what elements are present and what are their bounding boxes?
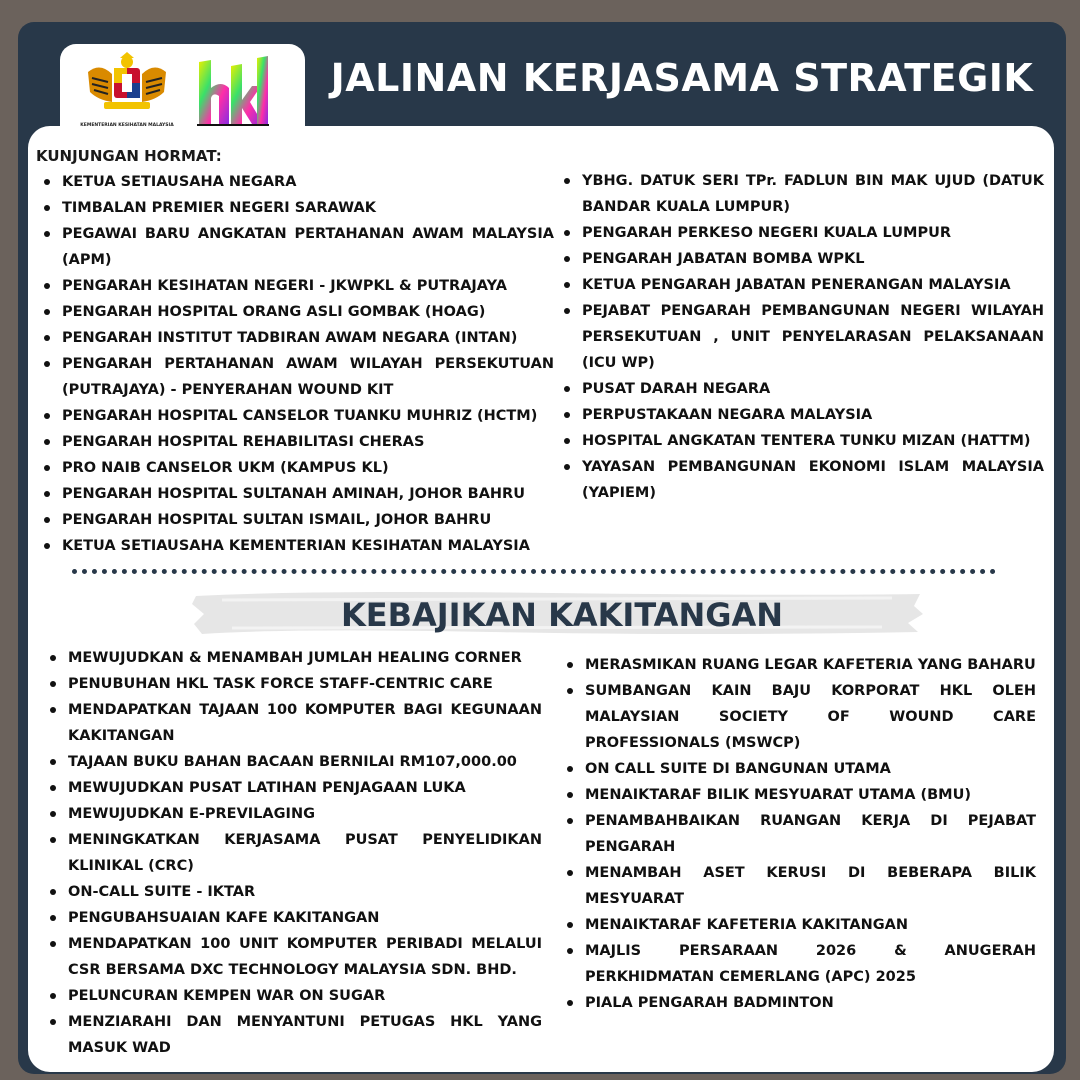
kunjungan-list-right bbox=[556, 168, 1044, 506]
list-item: MEWUJUDKAN & MENAMBAH JUMLAH HEALING CORNER bbox=[42, 645, 542, 671]
kebajikan-list-right bbox=[559, 652, 1036, 1016]
kebajikan-list-left bbox=[42, 645, 542, 1061]
list-item: PENGARAH INSTITUT TADBIRAN AWAM NEGARA (INTAN) bbox=[36, 325, 554, 351]
list-item: TAJAAN BUKU BAHAN BACAAN BERNILAI RM107,000.00 bbox=[42, 749, 542, 775]
malaysia-crest-icon bbox=[78, 52, 176, 122]
list-item: MENAMBAH ASET KERUSI DI BEBERAPA BILIK MESYUARAT bbox=[559, 860, 1036, 912]
list-item: ON-CALL SUITE - IKTAR bbox=[42, 879, 542, 905]
list-item: KETUA PENGARAH JABATAN PENERANGAN MALAYSIA bbox=[556, 272, 1044, 298]
list-item: YAYASAN PEMBANGUNAN EKONOMI ISLAM MALAYSIA (YAPIEM) bbox=[556, 454, 1044, 506]
kunjungan-list-left bbox=[36, 169, 554, 559]
list-item: PENGARAH HOSPITAL ORANG ASLI GOMBAK (HOAG) bbox=[36, 299, 554, 325]
list-item: PENAMBAHBAIKAN RUANGAN KERJA DI PEJABAT PENGARAH bbox=[559, 808, 1036, 860]
list-item: PENGARAH PERKESO NEGERI KUALA LUMPUR bbox=[556, 220, 1044, 246]
hkl-logo-icon bbox=[195, 56, 271, 136]
list-item: MENAIKTARAF KAFETERIA KAKITANGAN bbox=[559, 912, 1036, 938]
list-item: PENGUBAHSUAIAN KAFE KAKITANGAN bbox=[42, 905, 542, 931]
list-item: PENGARAH HOSPITAL CANSELOR TUANKU MUHRIZ (HCTM) bbox=[36, 403, 554, 429]
list-item: PENGARAH HOSPITAL SULTANAH AMINAH, JOHOR BAHRU bbox=[36, 481, 554, 507]
list-item: ON CALL SUITE DI BANGUNAN UTAMA bbox=[559, 756, 1036, 782]
kunjungan-heading: KUNJUNGAN HORMAT: bbox=[36, 147, 222, 165]
list-item: MENDAPATKAN 100 UNIT KOMPUTER PERIBADI MELALUI CSR BERSAMA DXC TECHNOLOGY MALAYSIA SDN. BHD. bbox=[42, 931, 542, 983]
list-item: MENDAPATKAN TAJAAN 100 KOMPUTER BAGI KEGUNAAN KAKITANGAN bbox=[42, 697, 542, 749]
list-item: MEWUJUDKAN PUSAT LATIHAN PENJAGAAN LUKA bbox=[42, 775, 542, 801]
list-item: PEJABAT PENGARAH PEMBANGUNAN NEGERI WILAYAH PERSEKUTUAN , UNIT PENYELARASAN PELAKSANAAN (ICU WP) bbox=[556, 298, 1044, 376]
list-item: PENGARAH PERTAHANAN AWAM WILAYAH PERSEKUTUAN (PUTRAJAYA) - PENYERAHAN WOUND KIT bbox=[36, 351, 554, 403]
list-item: PENGARAH HOSPITAL SULTAN ISMAIL, JOHOR BAHRU bbox=[36, 507, 554, 533]
list-item: PIALA PENGARAH BADMINTON bbox=[559, 990, 1036, 1016]
list-item: PENGARAH JABATAN BOMBA WPKL bbox=[556, 246, 1044, 272]
list-item: MAJLIS PERSARAAN 2026 & ANUGERAH PERKHIDMATAN CEMERLANG (APC) 2025 bbox=[559, 938, 1036, 990]
list-item: PUSAT DARAH NEGARA bbox=[556, 376, 1044, 402]
list-item: KETUA SETIAUSAHA NEGARA bbox=[36, 169, 554, 195]
list-item: PENGARAH HOSPITAL REHABILITASI CHERAS bbox=[36, 429, 554, 455]
list-item: MENZIARAHI DAN MENYANTUNI PETUGAS HKL YANG MASUK WAD bbox=[42, 1009, 542, 1061]
list-item: TIMBALAN PREMIER NEGERI SARAWAK bbox=[36, 195, 554, 221]
dotted-divider bbox=[72, 569, 996, 574]
list-item: PENUBUHAN HKL TASK FORCE STAFF-CENTRIC CARE bbox=[42, 671, 542, 697]
kebajikan-title: KEBAJIKAN KAKITANGAN bbox=[340, 596, 784, 634]
list-item: KETUA SETIAUSAHA KEMENTERIAN KESIHATAN MALAYSIA bbox=[36, 533, 554, 559]
list-item: PERPUSTAKAAN NEGARA MALAYSIA bbox=[556, 402, 1044, 428]
list-item: MENAIKTARAF BILIK MESYUARAT UTAMA (BMU) bbox=[559, 782, 1036, 808]
list-item: PELUNCURAN KEMPEN WAR ON SUGAR bbox=[42, 983, 542, 1009]
list-item: SUMBANGAN KAIN BAJU KORPORAT HKL OLEH MALAYSIAN SOCIETY OF WOUND CARE PROFESSIONALS (MSWCP) bbox=[559, 678, 1036, 756]
list-item: MERASMIKAN RUANG LEGAR KAFETERIA YANG BAHARU bbox=[559, 652, 1036, 678]
list-item: PEGAWAI BARU ANGKATAN PERTAHANAN AWAM MALAYSIA (APM) bbox=[36, 221, 554, 273]
list-item: MEWUJUDKAN E-PREVILAGING bbox=[42, 801, 542, 827]
list-item: YBHG. DATUK SERI TPr. FADLUN BIN MAK UJUD (DATUK BANDAR KUALA LUMPUR) bbox=[556, 168, 1044, 220]
list-item: MENINGKATKAN KERJASAMA PUSAT PENYELIDIKAN KLINIKAL (CRC) bbox=[42, 827, 542, 879]
list-item: HOSPITAL ANGKATAN TENTERA TUNKU MIZAN (HATTM) bbox=[556, 428, 1044, 454]
list-item: PRO NAIB CANSELOR UKM (KAMPUS KL) bbox=[36, 455, 554, 481]
list-item: PENGARAH KESIHATAN NEGERI - JKWPKL & PUTRAJAYA bbox=[36, 273, 554, 299]
page-title: JALINAN KERJASAMA STRATEGIK bbox=[330, 56, 1034, 100]
